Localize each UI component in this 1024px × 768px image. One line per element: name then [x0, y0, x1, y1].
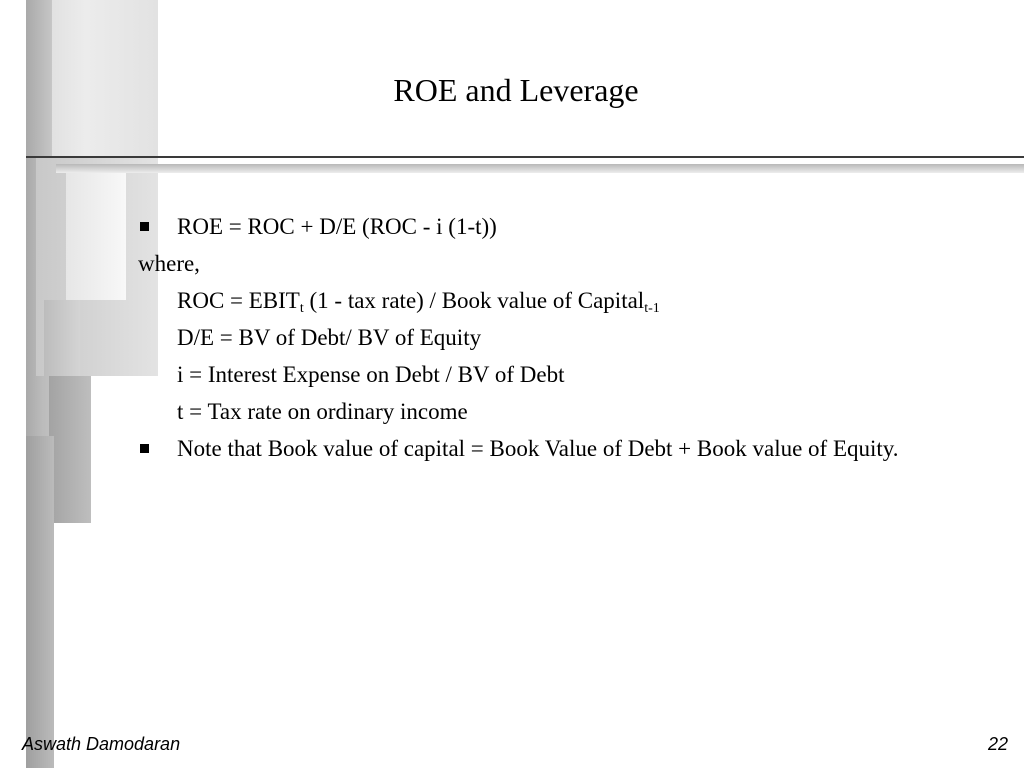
decorative-bar [66, 170, 126, 300]
square-bullet-icon [140, 444, 149, 453]
roc-middle: (1 - tax rate) / Book value of Capital [303, 288, 645, 313]
decorative-bar [26, 436, 54, 768]
slide-body [138, 208, 1018, 467]
roc-definition [138, 282, 1018, 319]
de-text: D/E = BV of Debt/ BV of Equity [177, 325, 482, 350]
decorative-bar [49, 376, 91, 523]
page-number: 22 [987, 734, 1008, 754]
formula-text: ROE = ROC + D/E (ROC - i (1-t)) [177, 214, 497, 239]
note-text: Note that Book value of capital = Book Value of Debt + Book value of Equity. [177, 436, 899, 461]
roc-subscript: t [299, 301, 304, 316]
t-text: t = Tax rate on ordinary income [177, 399, 468, 424]
bullet-item-formula [138, 208, 1018, 245]
title-divider [26, 156, 1024, 158]
footer-author: Aswath Damodaran [22, 734, 181, 754]
i-definition [138, 356, 1018, 393]
where-text: where, [138, 251, 200, 276]
roc-prefix: ROC = EBIT [177, 288, 300, 313]
where-line [138, 245, 1018, 282]
title-divider-shadow [56, 164, 1024, 173]
roc-subscript-2: t-1 [644, 301, 660, 316]
de-definition [138, 319, 1018, 356]
t-definition [138, 393, 1018, 430]
i-text: i = Interest Expense on Debt / BV of Debt [177, 362, 565, 387]
slide-title: ROE and Leverage [393, 72, 639, 108]
square-bullet-icon [140, 222, 149, 231]
bullet-item-note [138, 430, 1018, 467]
